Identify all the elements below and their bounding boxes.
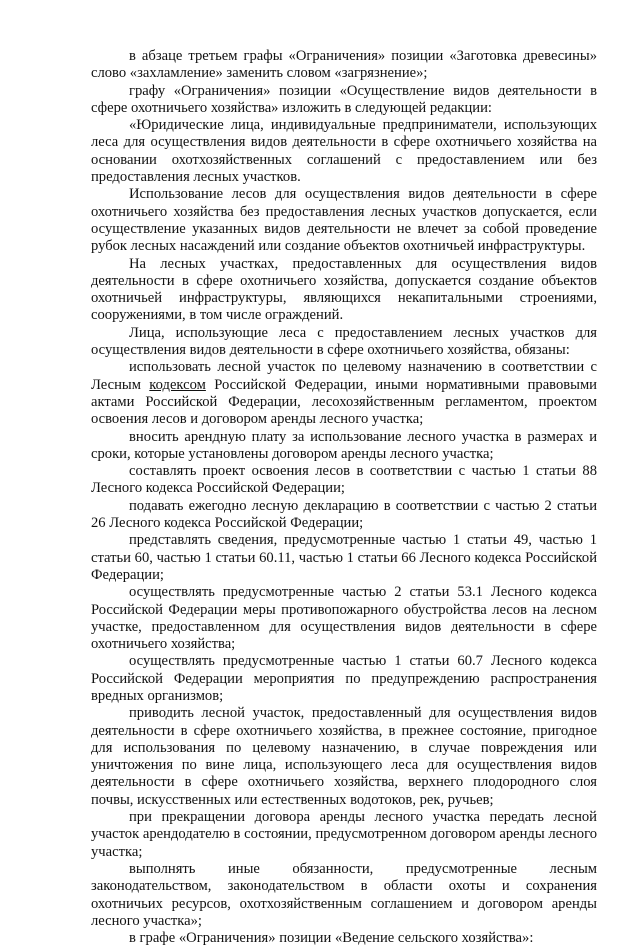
document-page (91, 48, 597, 947)
paragraph: графу «Ограничения» позиции «Осуществление видов деятельности в сфере охотничьего хозяйства» изложить в следующей редакции: (91, 82, 597, 116)
paragraph-text: Российской Федерации, иными нормативными правовыми актами Российской Федерации, лесохозяйственным регламентом, проектом освоения лесов и договором аренды лесного участка; (91, 376, 597, 428)
paragraph: Использование лесов для осуществления видов деятельности в сфере охотничьего хозяйства без предоставления лесных участков допускается, если осуществление указанных видов деятельности не влечет за собой проведение рубок лесных насаждений или создание объектов охотничьей инфраструктуры. (91, 186, 597, 255)
paragraph: «Юридические лица, индивидуальные предприниматели, использующих леса для осуществления видов деятельности в сфере охотничьего хозяйства на основании охотхозяйственных соглашений с предоставлением или без предоставления лесных участков. (91, 117, 597, 186)
paragraph: осуществлять предусмотренные частью 2 статьи 53.1 Лесного кодекса Российской Федерации меры противопожарного обустройства лесов на лесном участке, предоставленном для осуществления видов деятельности в сфере охотничьего хозяйства; (91, 584, 597, 653)
paragraph: осуществлять предусмотренные частью 1 статьи 60.7 Лесного кодекса Российской Федерации мероприятия по предупреждению распространения вредных организмов; (91, 653, 597, 704)
forest-code-link[interactable]: кодексом (149, 376, 206, 393)
paragraph: при прекращении договора аренды лесного участка передать лесной участок арендодателю в состоянии, предусмотренном договором аренды лесного участка; (91, 809, 597, 860)
paragraph: приводить лесной участок, предоставленный для осуществления видов деятельности в сфере охотничьего хозяйства, в прежнее состояние, пригодное для использования по целевому назначению, в случае повреждения или уничтожения по вине лица, использующего леса для осуществления видов деятельности в сфере охотничьего хозяйства, верхнего плодородного слоя почвы, искусственных или естественных водотоков, рек, ручьев; (91, 705, 597, 808)
paragraph: выполнять иные обязанности, предусмотренные лесным законодательством, законодательством в области охоты и сохранения охотничьих ресурсов, охотхозяйственным соглашением и договором аренды лесного участка»; (91, 860, 597, 929)
paragraph-text: использовать лесной участок по целевому назначению в соответствии с Лесным (91, 359, 597, 393)
paragraph: Лица, использующие леса с предоставлением лесных участков для осуществления видов деятельности в сфере охотничьего хозяйства, обязаны: (91, 324, 597, 359)
paragraph: На лесных участках, предоставленных для осуществления видов деятельности в сфере охотничьего хозяйства, допускается создание объектов охотничьей инфраструктуры, являющихся некапитальными строениями, сооружениями, в том числе ограждений. (91, 255, 597, 324)
paragraph: вносить арендную плату за использование лесного участка в размерах и сроки, которые установлены договором аренды лесного участка; (91, 428, 597, 462)
paragraph: подавать ежегодно лесную декларацию в соответствии с частью 2 статьи 26 Лесного кодекса Российской Федерации; (91, 497, 597, 532)
paragraph (91, 359, 597, 428)
paragraph: представлять сведения, предусмотренные частью 1 статьи 49, частью 1 статьи 60, частью 1 статьи 60.11, частью 1 статьи 66 Лесного кодекса Российской Федерации; (91, 532, 597, 583)
paragraph: в графе «Ограничения» позиции «Ведение сельского хозяйства»: (129, 930, 534, 947)
paragraph: в абзаце третьем графы «Ограничения» позиции «Заготовка древесины» слово «захламление» заменить словом «загрязнение»; (91, 48, 597, 82)
paragraph: составлять проект освоения лесов в соответствии с частью 1 статьи 88 Лесного кодекса Российской Федерации; (91, 463, 597, 497)
